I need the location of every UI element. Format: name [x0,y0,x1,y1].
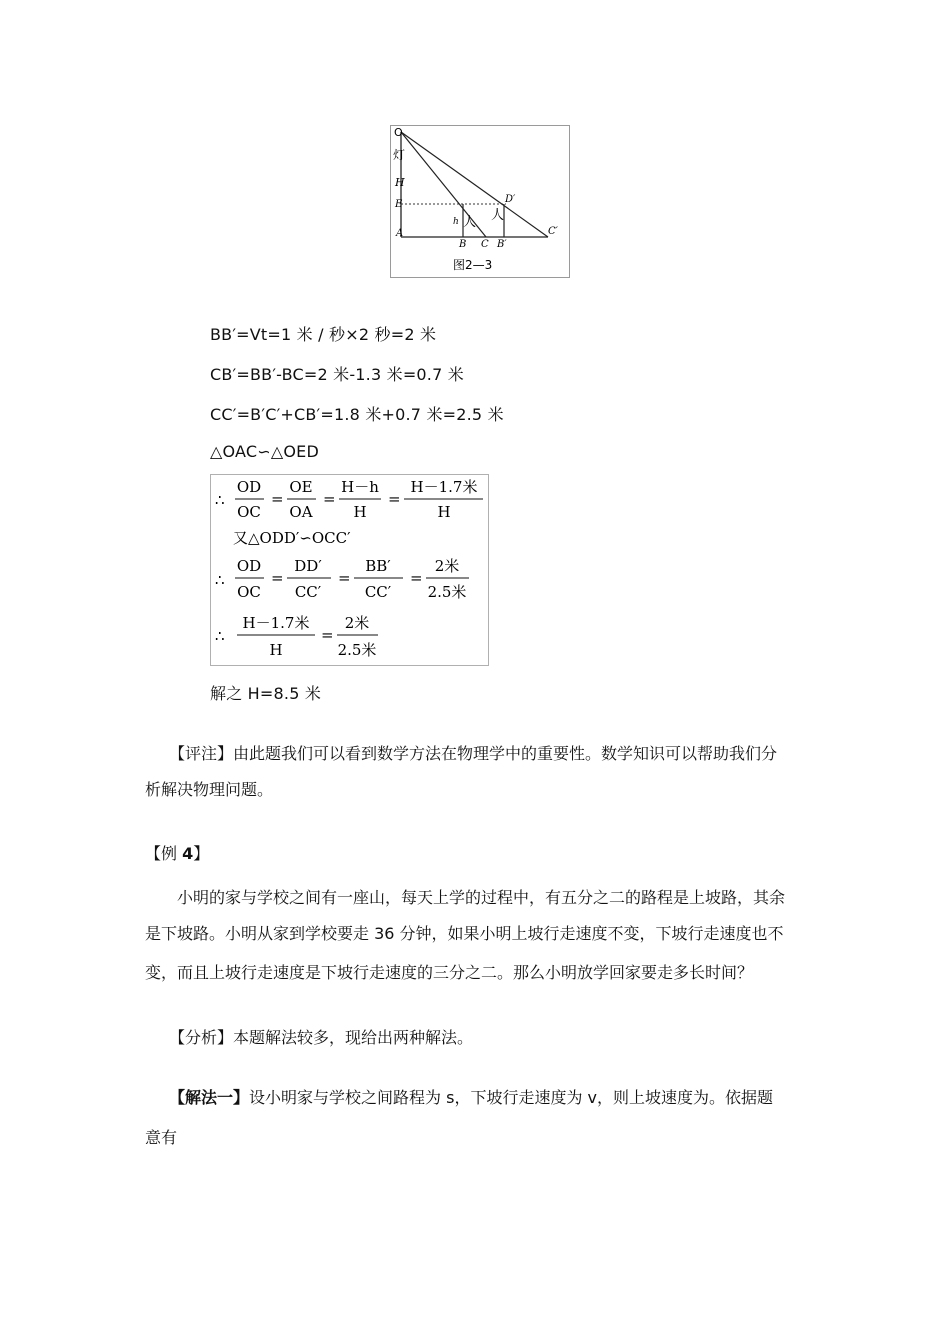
method1-text-b: ，下坡行走速度为 [454,1088,588,1107]
formula-image [210,474,489,666]
frac4-den: H [437,503,451,521]
method1-line-1 [169,1080,773,1116]
problem-minutes: 36 [374,924,395,943]
comment-text-1: 由此题我们可以看到数学方法在物理学中的重要性。数学知识可以帮助我们分 [233,744,778,763]
problem-line-2a: 是下坡路。小明从家到学校要走 [145,924,375,943]
analysis-text: 本题解法较多，现给出两种解法。 [233,1028,474,1047]
equals-sign: = [388,490,401,508]
problem-line-3: 变，而且上坡行走速度是下坡行走速度的三分之二。那么小明放学回家要走多长时间？ [145,963,754,982]
equals-sign: = [410,569,423,587]
frac9-num: H－1.7米 [242,614,310,632]
frac8-num: 2米 [434,557,460,575]
frac1-den: OC [237,503,261,521]
therefore-symbol: ∴ [215,571,225,589]
example-close: 】 [193,844,210,863]
frac3-den: H [353,503,367,521]
label-o: O [394,126,403,139]
equation-cb: CB′=BB′-BC=2 米-1.3 米=0.7 米 [210,365,464,384]
analysis-tag: 【分析】 [169,1028,234,1047]
equals-sign: = [323,490,336,508]
label-c-prime: C′ [548,226,558,237]
frac5-num: OD [236,557,262,575]
label-c: C [481,239,489,250]
method1-line-2: 意有 [145,1128,178,1147]
comment-tag: 【评注】 [169,744,234,763]
method1-tag: 【解法一】 [169,1088,250,1107]
method1-s: s [446,1088,455,1107]
frac5-den: OC [237,583,261,601]
problem-line-1: 小明的家与学校之间有一座山，每天上学的过程中，有五分之二的路程是上坡路，其余 [177,888,786,907]
therefore-symbol: ∴ [215,491,225,509]
label-h: H [395,176,405,189]
equals-sign: = [271,490,284,508]
method1-text-a: 设小明家与学校之间路程为 [249,1088,447,1107]
method1-text-c: ，则上坡速度为。依据题 [597,1088,774,1107]
label-e: E [395,199,403,210]
equals-sign: = [338,569,351,587]
method1-v: v [587,1088,598,1107]
therefore-symbol: ∴ [215,627,225,645]
figure-caption: 图2—3 [453,258,493,272]
equals-sign: = [271,569,284,587]
problem-line-2b: 分钟，如果小明上坡行走速度不变，下坡行走速度也不 [394,924,784,943]
equation-cc: CC′=B′C′+CB′=1.8 米+0.7 米=2.5 米 [210,405,504,424]
frac1-num: OD [236,478,262,496]
label-small-h: h [453,217,459,227]
frac10-num: 2米 [344,614,370,632]
label-person-2: 人 [491,208,505,223]
frac6-den: CC′ [294,583,322,601]
proportion-formulas [211,475,488,665]
comment-line-1 [169,736,777,772]
frac8-den: 2.5米 [427,583,467,601]
analysis-line [169,1020,473,1056]
label-lamp: 灯 [393,148,406,162]
frac2-num: OE [289,478,313,496]
frac7-num: BB′ [365,557,391,575]
lamp-shadow-diagram [391,126,569,277]
frac3-num: H－h [341,478,379,496]
frac4-num: H－1.7米 [410,478,478,496]
example-heading [145,836,209,872]
frac10-den: 2.5米 [337,641,377,659]
similar-statement: 又△ODD′∽OCC′ [233,529,351,547]
label-a: A [396,228,404,239]
geometry-figure [390,125,570,278]
label-person-1: 人 [463,215,477,230]
frac9-den: H [269,641,283,659]
frac7-den: CC′ [364,583,392,601]
frac6-num: DD′ [294,557,322,575]
equals-sign: = [321,626,334,644]
label-b: B [459,239,467,250]
frac2-den: OA [289,503,313,521]
comment-line-2: 析解决物理问题。 [145,780,274,799]
example-number: 4 [182,844,194,863]
equation-similar: △OAC∽△OED [210,442,319,461]
problem-line-2 [145,916,784,952]
label-d-prime: D′ [505,194,516,205]
solution-text: 解之 H=8.5 米 [210,684,322,703]
equation-bb: BB′=Vt=1 米 / 秒×2 秒=2 米 [210,325,437,344]
example-open: 【例 [145,844,183,863]
label-b-prime: B′ [497,239,507,250]
